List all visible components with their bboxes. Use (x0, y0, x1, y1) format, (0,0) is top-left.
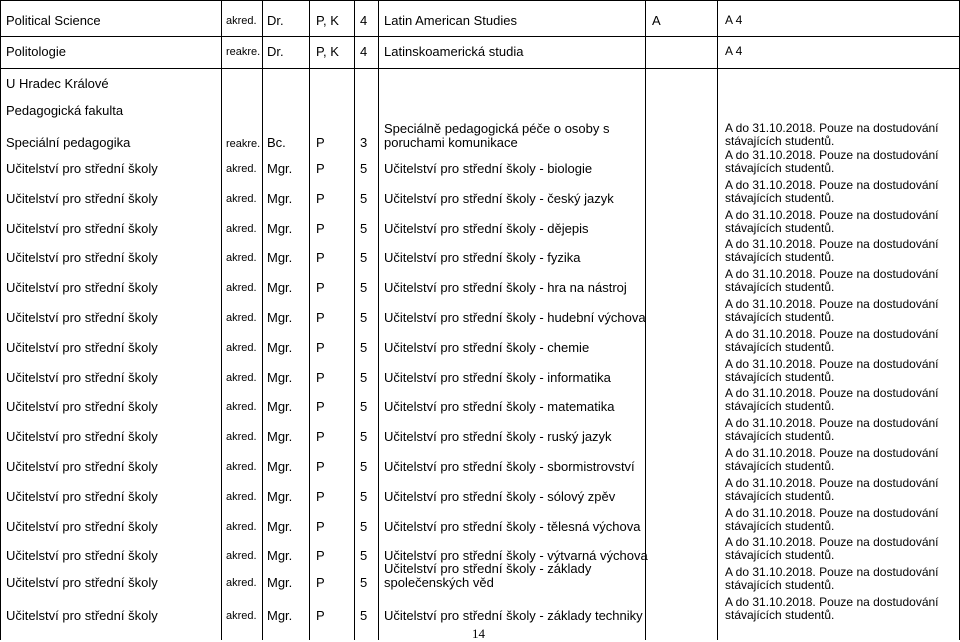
years: 4 (360, 13, 368, 28)
note: A do 31.10.2018. Pouze na dostudování stávajících studentů. (725, 121, 939, 148)
degree: Mgr. (267, 459, 293, 474)
degree: Mgr. (267, 161, 293, 176)
field-name: Učitelství pro střední školy - informatika (384, 369, 611, 385)
degree: Mgr. (267, 429, 293, 445)
field-name: Učitelství pro střední školy - sbormistrovství (384, 459, 635, 474)
field-name: Učitelství pro střední školy - sólový zpěv (384, 488, 616, 504)
form: P (316, 220, 325, 236)
field-name: Učitelství pro střední školy - hra na nástroj (384, 280, 627, 296)
degree: Mgr. (267, 548, 293, 564)
program-name: Učitelství pro střední školy (6, 518, 158, 534)
note: A do 31.10.2018. Pouze na dostudování stávajících studentů. (725, 297, 939, 324)
years: 4 (360, 44, 368, 59)
status: akred. (226, 431, 257, 444)
field-name: Učitelství pro střední školy - matematika (384, 399, 615, 415)
form: P (316, 548, 325, 564)
degree: Mgr. (267, 488, 293, 504)
years: 5 (360, 190, 368, 206)
program-name: Učitelství pro střední školy (6, 575, 158, 591)
form: P (316, 250, 325, 266)
status: akred. (226, 610, 257, 622)
form: P (316, 518, 325, 534)
field-name: Latinskoamerická studia (384, 44, 524, 59)
form: P (316, 190, 325, 206)
years: 5 (360, 429, 368, 445)
program-name: Učitelství pro střední školy (6, 548, 158, 564)
degree: Dr. (267, 13, 284, 28)
years: 5 (360, 608, 368, 623)
field-name: Učitelství pro střední školy - výtvarná výchova (384, 548, 648, 564)
form: P (316, 135, 325, 150)
years: 5 (360, 399, 368, 415)
degree: Mgr. (267, 310, 293, 325)
faculty-heading: Pedagogická fakulta (6, 103, 124, 118)
status: akred. (226, 371, 257, 384)
program-name: Učitelství pro střední školy (6, 488, 158, 504)
status: akred. (226, 163, 257, 175)
status: reakre. (226, 46, 261, 58)
note: A do 31.10.2018. Pouze na dostudování stávajících studentů. (725, 237, 939, 265)
status: akred. (226, 282, 257, 295)
status: akred. (226, 577, 257, 590)
status: reakre. (226, 138, 261, 150)
field-name: Učitelství pro střední školy - chemie (384, 339, 590, 355)
years: 5 (360, 459, 368, 474)
degree: Mgr. (267, 399, 293, 415)
program-name: Učitelství pro střední školy (6, 399, 158, 415)
grid-line (0, 36, 960, 37)
years: 5 (360, 369, 368, 385)
note: A do 31.10.2018. Pouze na dostudování stávajících studentů. (725, 446, 939, 473)
form: P (316, 459, 325, 474)
note: A do 31.10.2018. Pouze na dostudování stávajících studentů. (725, 207, 939, 235)
degree: Mgr. (267, 518, 293, 534)
university-heading: U Hradec Králové (6, 76, 109, 91)
status: akred. (226, 490, 257, 503)
program-name: Politologie (6, 44, 66, 59)
note: A do 31.10.2018. Pouze na dostudování stávajících studentů. (725, 475, 939, 503)
program-name: Učitelství pro střední školy (6, 220, 158, 236)
field-name: Učitelství pro střední školy - dějepis (384, 220, 589, 236)
years: 5 (360, 250, 368, 266)
form: P (316, 280, 325, 296)
form: P (316, 575, 325, 591)
years: 5 (360, 548, 368, 564)
years: 5 (360, 161, 368, 176)
form: P (316, 339, 325, 355)
form: P (316, 161, 325, 176)
program-name: Učitelství pro střední školy (6, 250, 158, 266)
note: A 4 (725, 13, 743, 27)
degree: Mgr. (267, 250, 293, 266)
grid-line (262, 0, 263, 640)
field-name: Učitelství pro střední školy - fyzika (384, 250, 581, 266)
program-name: Učitelství pro střední školy (6, 459, 158, 474)
note: A do 31.10.2018. Pouze na dostudování stávajících studentů. (725, 326, 939, 354)
degree: Mgr. (267, 369, 293, 385)
years: 5 (360, 310, 368, 325)
program-name: Učitelství pro střední školy (6, 161, 158, 176)
status: akred. (226, 341, 257, 354)
degree: Mgr. (267, 220, 293, 236)
form: P (316, 399, 325, 415)
status: akred. (226, 252, 257, 265)
years: 5 (360, 518, 368, 534)
form: P (316, 310, 325, 325)
grid-line (378, 0, 379, 640)
grid-line (309, 0, 310, 640)
field-name: Učitelství pro střední školy - základy společenských věd (384, 561, 592, 591)
program-name: Učitelství pro střední školy (6, 310, 158, 325)
years: 5 (360, 220, 368, 236)
degree: Mgr. (267, 339, 293, 355)
note: A do 31.10.2018. Pouze na dostudování stávajících studentů. (725, 356, 939, 384)
page-number: 14 (472, 626, 485, 641)
field-name: Učitelství pro střední školy - hudební výchova (384, 310, 646, 325)
field-name: Latin American Studies (384, 13, 517, 28)
status: akred. (226, 222, 257, 235)
form: P (316, 488, 325, 504)
status: akred. (226, 520, 257, 533)
note: A do 31.10.2018. Pouze na dostudování stávajících studentů. (725, 505, 939, 533)
degree: Dr. (267, 44, 284, 59)
program-name: Učitelství pro střední školy (6, 369, 158, 385)
grid-line (717, 0, 718, 640)
note: A do 31.10.2018. Pouze na dostudování stávajících studentů. (725, 535, 939, 563)
grid-line (0, 0, 960, 1)
degree: Mgr. (267, 190, 293, 206)
years: 5 (360, 339, 368, 355)
grid-line (0, 68, 960, 69)
years: 5 (360, 280, 368, 296)
field-name: Učitelství pro střední školy - český jazyk (384, 190, 614, 206)
program-name: Speciální pedagogika (6, 135, 131, 150)
years: 3 (360, 135, 368, 150)
form: P, K (316, 13, 339, 28)
form: P (316, 429, 325, 445)
program-name: Učitelství pro střední školy (6, 339, 158, 355)
program-name: Učitelství pro střední školy (6, 280, 158, 296)
note: A do 31.10.2018. Pouze na dostudování stávajících studentů. (725, 386, 939, 414)
note: A do 31.10.2018. Pouze na dostudování stávajících studentů. (725, 177, 939, 205)
status: akred. (226, 550, 257, 563)
degree: Mgr. (267, 575, 293, 591)
form: P, K (316, 44, 339, 59)
note: A do 31.10.2018. Pouze na dostudování stávajících studentů. (725, 148, 939, 175)
years: 5 (360, 575, 368, 591)
years: 5 (360, 488, 368, 504)
status: akred. (226, 401, 257, 414)
field-name: Učitelství pro střední školy - základy techniky (384, 608, 643, 623)
note: A do 31.10.2018. Pouze na dostudování stávajících studentů. (725, 565, 939, 593)
program-name: Political Science (6, 13, 101, 28)
field-name: Učitelství pro střední školy - tělesná výchova (384, 518, 641, 534)
note: A 4 (725, 44, 743, 58)
field-name: Učitelství pro střední školy - biologie (384, 161, 593, 176)
grid-line (0, 0, 1, 640)
degree: Mgr. (267, 280, 293, 296)
program-name: Učitelství pro střední školy (6, 429, 158, 445)
degree: Bc. (267, 135, 286, 150)
form: P (316, 608, 325, 623)
status: akred. (226, 461, 257, 473)
field-name: Učitelství pro střední školy - ruský jazyk (384, 429, 612, 445)
program-name: Učitelství pro střední školy (6, 190, 158, 206)
note: A do 31.10.2018. Pouze na dostudování stávajících studentů. (725, 416, 939, 444)
grid-line (221, 0, 222, 640)
field-name: Speciálně pedagogická péče o osoby s poruchami komunikace (384, 121, 610, 150)
note: A do 31.10.2018. Pouze na dostudování stávajících studentů. (725, 267, 939, 295)
status: akred. (226, 192, 257, 205)
language: A (652, 13, 661, 28)
status: akred. (226, 15, 257, 27)
form: P (316, 369, 325, 385)
note: A do 31.10.2018. Pouze na dostudování stávajících studentů. (725, 595, 939, 622)
degree: Mgr. (267, 608, 293, 623)
grid-line (354, 0, 355, 640)
program-name: Učitelství pro střední školy (6, 608, 158, 623)
status: akred. (226, 312, 257, 324)
